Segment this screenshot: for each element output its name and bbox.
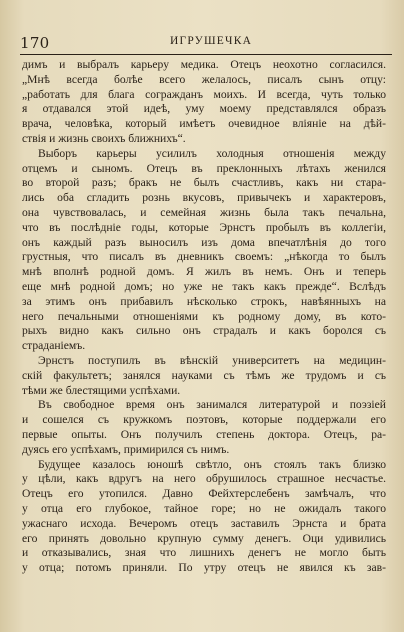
- text-line: скій факультетъ; занялся науками съ тѣмъ же трудомъ и съ: [22, 368, 386, 382]
- text-line: ствія и жизнь своихъ ближнихъ“.: [22, 131, 186, 145]
- text-line: за этимъ онъ прибавилъ нѣсколько строкъ, навѣянныхъ на: [22, 294, 386, 308]
- header-rule: [20, 54, 392, 55]
- text-line: Выборъ карьеры усилилъ холодныя отношенія между: [38, 146, 386, 160]
- text-line: и отказывались, зная что лишнихъ денегъ не могло быть: [22, 546, 386, 560]
- text-line: Въ свободное время онъ занимался литературой и поэзіей: [38, 398, 386, 412]
- text-line: что въ послѣдніе годы, которые Эрнстъ пробылъ въ коллегіи,: [22, 220, 386, 234]
- text-line: первые опыты. Онъ получилъ степень доктора. Отецъ, ра-: [22, 427, 386, 441]
- text-line: страданіемъ.: [22, 339, 86, 353]
- page-number: 170: [20, 34, 50, 52]
- text-line: Отецъ его утопился. Давно Фейхтерслебенъ замѣчалъ, что: [22, 487, 386, 501]
- text-line: ужаснаго исхода. Вечеромъ отецъ заставилъ Эрнста и брата: [22, 516, 386, 530]
- text-line: мнѣ вполнѣ родной домъ. Я жилъ въ немъ. Онъ и теперь: [22, 265, 386, 279]
- text-line: тѣми же блестящими успѣхами.: [22, 383, 181, 397]
- text-line: грустныя, что писалъ въ дневникъ своемъ: „нѣкогда то былъ: [22, 250, 386, 264]
- text-line: рыхъ видно какъ сильно онъ страдалъ и какъ боролся съ: [22, 324, 386, 338]
- text-line: у отца его глубокое, тайное горе; но не ожидалъ такого: [22, 501, 386, 515]
- text-line: она чувствовалась, и семейная жизнь была такъ печальна,: [22, 205, 386, 219]
- text-line: димъ и выбралъ карьеру медика. Отецъ неохотно согласился.: [22, 58, 386, 71]
- running-title: ИГРУШЕЧКА: [170, 35, 253, 47]
- text-line: у цѣли, какъ вдругъ на него обрушилось страшное несчастье.: [22, 472, 386, 486]
- text-line: отцемъ и сыномъ. Отецъ въ преклонныхъ лѣтахъ женился: [22, 161, 386, 175]
- text-line: и сошелся съ кружкомъ поэтовъ, которые поддержали его: [22, 413, 386, 427]
- text-line: у отца; потомъ приняли. По утру отецъ не явился къ зав-: [22, 561, 386, 575]
- text-line: Будущее казалось юношѣ свѣтло, онъ стоялъ такъ близко: [38, 457, 386, 471]
- text-line: врача, человѣка, который имѣетъ очевидное вліяніе на дѣй-: [22, 117, 386, 131]
- text-line: „работать для блага согражданъ моихъ. И всегда, чуть только: [22, 87, 386, 101]
- text-line: дуясь его успѣхамъ, примирился съ нимъ.: [22, 442, 230, 456]
- text-line: я отдавался этой идеѣ, уму моему представлялся образъ: [22, 102, 386, 116]
- text-line: онъ каждый разъ выносилъ изъ дома впечатлѣнія до того: [22, 235, 386, 249]
- text-line: Эрнстъ поступилъ въ вѣнскій университетъ на медицин-: [38, 353, 386, 367]
- text-line: лись оба сгладить рознь вкусовъ, привычекъ и характеровъ,: [22, 191, 386, 205]
- text-line: „Мнѣ всегда болѣе всего желалось, писалъ сынъ отцу:: [22, 72, 386, 86]
- body-text: [22, 58, 386, 576]
- text-line: во второй разъ; бракъ не былъ счастливъ, какъ ни стара-: [22, 176, 386, 190]
- text-line: еще мнѣ родной домъ; но уже не такъ какъ прежде“. Вслѣдъ: [22, 279, 386, 293]
- text-line: его принять довольно крупную сумму денегъ. Оци удивились: [22, 531, 386, 545]
- text-line: него печальными отношеніями къ родному дому, въ кото-: [22, 309, 386, 323]
- page-header: [20, 34, 392, 54]
